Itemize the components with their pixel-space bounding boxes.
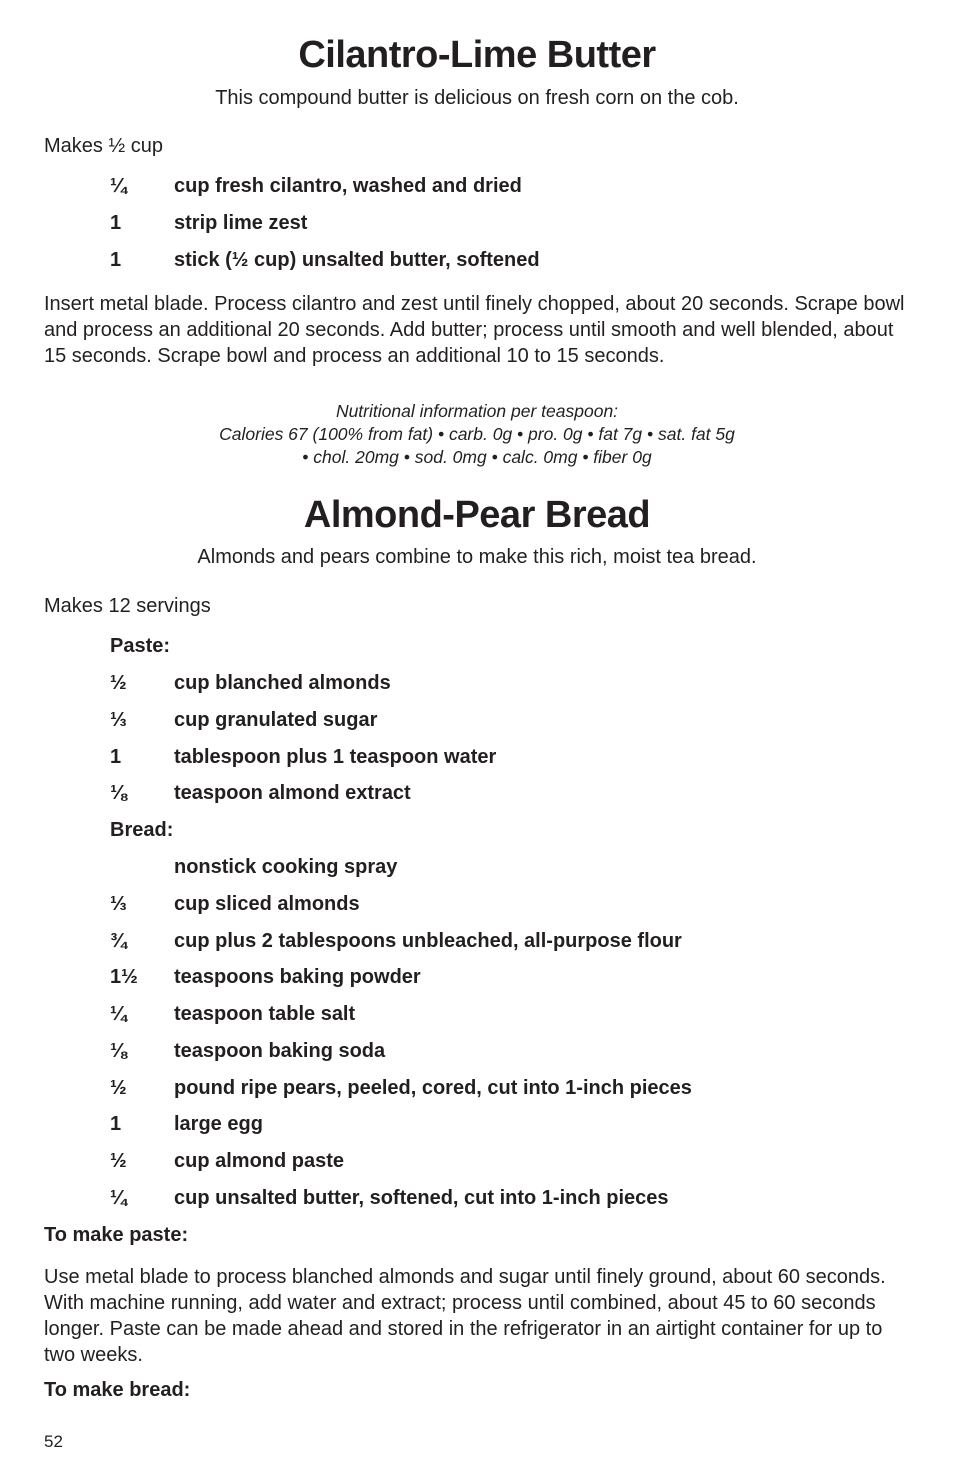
ingredient-qty: ⅛ [110,1040,127,1062]
recipe-title: Almond-Pear Bread [303,494,651,536]
paste-subheading: Paste: [110,635,171,657]
ingredient-qty: ½ [110,1077,127,1099]
ingredient-text: large egg [174,1113,263,1135]
page-number: 52 [44,1432,63,1451]
ingredient-qty: ¾ [110,930,127,952]
ingredient-qty: 1½ [110,966,138,988]
bread-step-heading: To make bread: [44,1379,191,1401]
ingredient-text: cup fresh cilantro, washed and dried [174,175,522,197]
ingredient-text: cup unsalted butter, softened, cut into 1-inch pieces [174,1187,669,1209]
ingredient-text: cup almond paste [174,1150,345,1172]
ingredient-qty: ⅛ [110,782,127,804]
ingredient-text: teaspoon baking soda [174,1040,386,1062]
paste-step-heading: To make paste: [44,1224,189,1246]
ingredient-qty: 1 [110,746,122,768]
ingredient-qty: ½ [110,672,127,694]
ingredient-text: teaspoons baking powder [174,966,421,988]
ingredient-qty: 1 [110,212,122,234]
ingredient-text: cup blanched almonds [174,672,391,694]
ingredient-text: nonstick cooking spray [174,856,398,878]
ingredient-text: teaspoon almond extract [174,782,411,804]
ingredient-text: cup plus 2 tablespoons unbleached, all-purpose flour [174,930,682,952]
ingredient-text: tablespoon plus 1 teaspoon water [174,746,497,768]
ingredient-text: cup granulated sugar [174,709,378,731]
recipe-yield: Makes 12 servings [44,595,211,617]
paste-step-paragraph: Use metal blade to process blanched almonds and sugar until finely ground, about 60 seconds. With machine running, add water and extract; process until combined, about 45 to 60 seconds longer. Paste can be made ahead and stored in the refrigerator in an airtight container for up to two weeks. [44,1266,886,1366]
ingredient-qty: 1 [110,249,122,271]
recipe-title: Cilantro-Lime Butter [298,34,656,76]
ingredient-text: strip lime zest [174,212,308,234]
recipe-intro: Almonds and pears combine to make this rich, moist tea bread. [197,546,757,568]
bread-subheading: Bread: [110,819,174,841]
ingredient-text: cup sliced almonds [174,893,360,915]
ingredient-text: teaspoon table salt [174,1003,356,1025]
nutrition-line: Calories 67 (100% from fat) • carb. 0g • pro. 0g • fat 7g • sat. fat 5g [219,424,735,444]
nutrition-line: • chol. 20mg • sod. 0mg • calc. 0mg • fiber 0g [302,447,652,467]
ingredient-qty: ¼ [110,1003,127,1025]
ingredient-text: stick (½ cup) unsalted butter, softened [174,249,540,271]
ingredient-qty: 1 [110,1113,122,1135]
recipe-yield: Makes ½ cup [44,135,163,157]
recipe-intro: This compound butter is delicious on fresh corn on the cob. [215,87,739,109]
ingredient-qty: ¼ [110,1187,127,1209]
method-paragraph: Insert metal blade. Process cilantro and zest until finely chopped, about 20 seconds. Scrape bowl and process an additional 20 seconds. Add butter; process until smooth and well blended, about 15 seconds. Scrape bowl and process an additional 10 to 15 seconds. [44,293,905,367]
nutrition-info [0,400,954,469]
ingredient-qty: ⅓ [110,893,127,915]
ingredient-qty: ⅓ [110,709,127,731]
ingredient-text: pound ripe pears, peeled, cored, cut into 1-inch pieces [174,1077,692,1099]
ingredient-qty: ¼ [110,175,127,197]
nutrition-line: Nutritional information per teaspoon: [335,401,619,421]
ingredient-qty: ½ [110,1150,127,1172]
